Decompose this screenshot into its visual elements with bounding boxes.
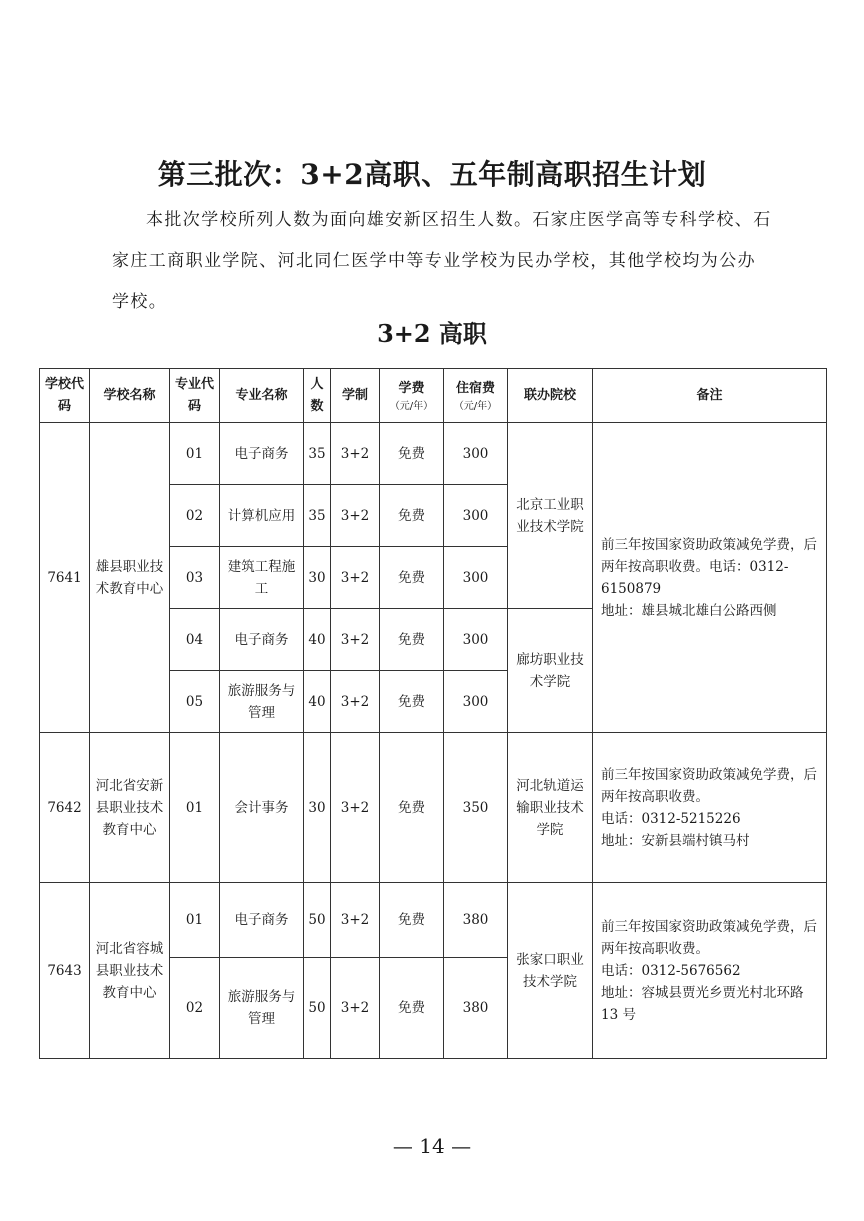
count-cell: 40 (304, 671, 331, 733)
major-name-cell: 建筑工程施工 (220, 547, 304, 609)
major-name-cell: 旅游服务与管理 (220, 958, 304, 1059)
enrollment-table (39, 368, 827, 1059)
major-code-cell: 03 (170, 547, 220, 609)
tuition-cell: 免费 (380, 609, 444, 671)
count-cell: 30 (304, 733, 331, 883)
school-name-cell: 河北省容城县职业技术教育中心 (90, 883, 170, 1059)
header-school-code: 学校代码 (40, 369, 90, 423)
system-cell: 3+2 (331, 485, 380, 547)
note-address: 地址：容城县贾光乡贾光村北环路 13 号 (601, 984, 804, 1023)
lodging-cell: 300 (444, 423, 508, 485)
partner-cell: 廊坊职业技术学院 (508, 609, 593, 733)
system-cell: 3+2 (331, 423, 380, 485)
major-name-cell: 计算机应用 (220, 485, 304, 547)
system-cell: 3+2 (331, 733, 380, 883)
partner-cell: 河北轨道运输职业技术学院 (508, 733, 593, 883)
major-name-cell: 电子商务 (220, 609, 304, 671)
count-cell: 30 (304, 547, 331, 609)
note-policy: 前三年按国家资助政策减免学费，后两年按高职收费。电话：0312-6150879 (601, 536, 817, 597)
header-system: 学制 (331, 369, 380, 423)
school-name-cell: 雄县职业技术教育中心 (90, 423, 170, 733)
note-cell (593, 423, 827, 733)
major-code-cell: 01 (170, 733, 220, 883)
table-row (40, 733, 827, 883)
major-code-cell: 01 (170, 423, 220, 485)
note-phone: 电话：0312-5676562 (601, 962, 741, 979)
school-code-cell: 7642 (40, 733, 90, 883)
tuition-cell: 免费 (380, 423, 444, 485)
note-phone: 电话：0312-5215226 (601, 810, 741, 827)
table-row (40, 883, 827, 958)
major-name-cell: 电子商务 (220, 423, 304, 485)
lodging-cell: 380 (444, 883, 508, 958)
school-name-cell: 河北省安新县职业技术教育中心 (90, 733, 170, 883)
note-address: 地址：安新县端村镇马村 (601, 832, 750, 849)
tuition-cell: 免费 (380, 733, 444, 883)
major-code-cell: 04 (170, 609, 220, 671)
school-code-cell: 7641 (40, 423, 90, 733)
lodging-cell: 300 (444, 485, 508, 547)
header-major-name: 专业名称 (220, 369, 304, 423)
major-name-cell: 会计事务 (220, 733, 304, 883)
system-cell: 3+2 (331, 958, 380, 1059)
tuition-cell: 免费 (380, 671, 444, 733)
table-header-row (40, 369, 827, 423)
lodging-cell: 380 (444, 958, 508, 1059)
count-cell: 35 (304, 423, 331, 485)
page-title: 第三批次：3+2高职、五年制高职招生计划 (157, 158, 707, 191)
header-lodging-unit: （元/年） (453, 400, 498, 412)
intro-text: 本批次学校所列人数为面向雄安新区招生人数。石家庄医学高等专科学校、石家庄工商职业学院、河北同仁医学中等专业学校为民办学校，其他学校均为公办学校。 (112, 210, 772, 312)
major-name-cell: 旅游服务与管理 (220, 671, 304, 733)
count-cell: 40 (304, 609, 331, 671)
system-cell: 3+2 (331, 671, 380, 733)
major-code-cell: 05 (170, 671, 220, 733)
header-tuition-unit: （元/年） (389, 400, 434, 412)
tuition-cell: 免费 (380, 547, 444, 609)
major-code-cell: 01 (170, 883, 220, 958)
header-partner: 联办院校 (508, 369, 593, 423)
tuition-cell: 免费 (380, 883, 444, 958)
note-policy: 前三年按国家资助政策减免学费，后两年按高职收费。 (601, 766, 817, 805)
tuition-cell: 免费 (380, 958, 444, 1059)
page-number: — 14 — (392, 1134, 472, 1158)
system-cell: 3+2 (331, 547, 380, 609)
count-cell: 50 (304, 958, 331, 1059)
lodging-cell: 350 (444, 733, 508, 883)
partner-cell: 北京工业职业技术学院 (508, 423, 593, 609)
count-cell: 35 (304, 485, 331, 547)
major-name-cell: 电子商务 (220, 883, 304, 958)
note-policy: 前三年按国家资助政策减免学费，后两年按高职收费。 (601, 918, 817, 957)
header-school-name: 学校名称 (90, 369, 170, 423)
major-code-cell: 02 (170, 485, 220, 547)
header-tuition (380, 369, 444, 423)
count-cell: 50 (304, 883, 331, 958)
header-lodging-label: 住宿费 (455, 380, 495, 396)
table-row (40, 423, 827, 485)
section-title: 3+2 高职 (377, 319, 487, 348)
note-address: 地址：雄县城北雄白公路西侧 (601, 602, 777, 619)
header-tuition-label: 学费 (398, 380, 425, 396)
lodging-cell: 300 (444, 609, 508, 671)
system-cell: 3+2 (331, 609, 380, 671)
lodging-cell: 300 (444, 671, 508, 733)
major-code-cell: 02 (170, 958, 220, 1059)
tuition-cell: 免费 (380, 485, 444, 547)
header-major-code: 专业代码 (170, 369, 220, 423)
header-count: 人数 (304, 369, 331, 423)
intro-paragraph (112, 200, 772, 323)
system-cell: 3+2 (331, 883, 380, 958)
school-code-cell: 7643 (40, 883, 90, 1059)
note-cell (593, 733, 827, 883)
header-note: 备注 (593, 369, 827, 423)
partner-cell: 张家口职业技术学院 (508, 883, 593, 1059)
note-cell (593, 883, 827, 1059)
lodging-cell: 300 (444, 547, 508, 609)
header-lodging (444, 369, 508, 423)
